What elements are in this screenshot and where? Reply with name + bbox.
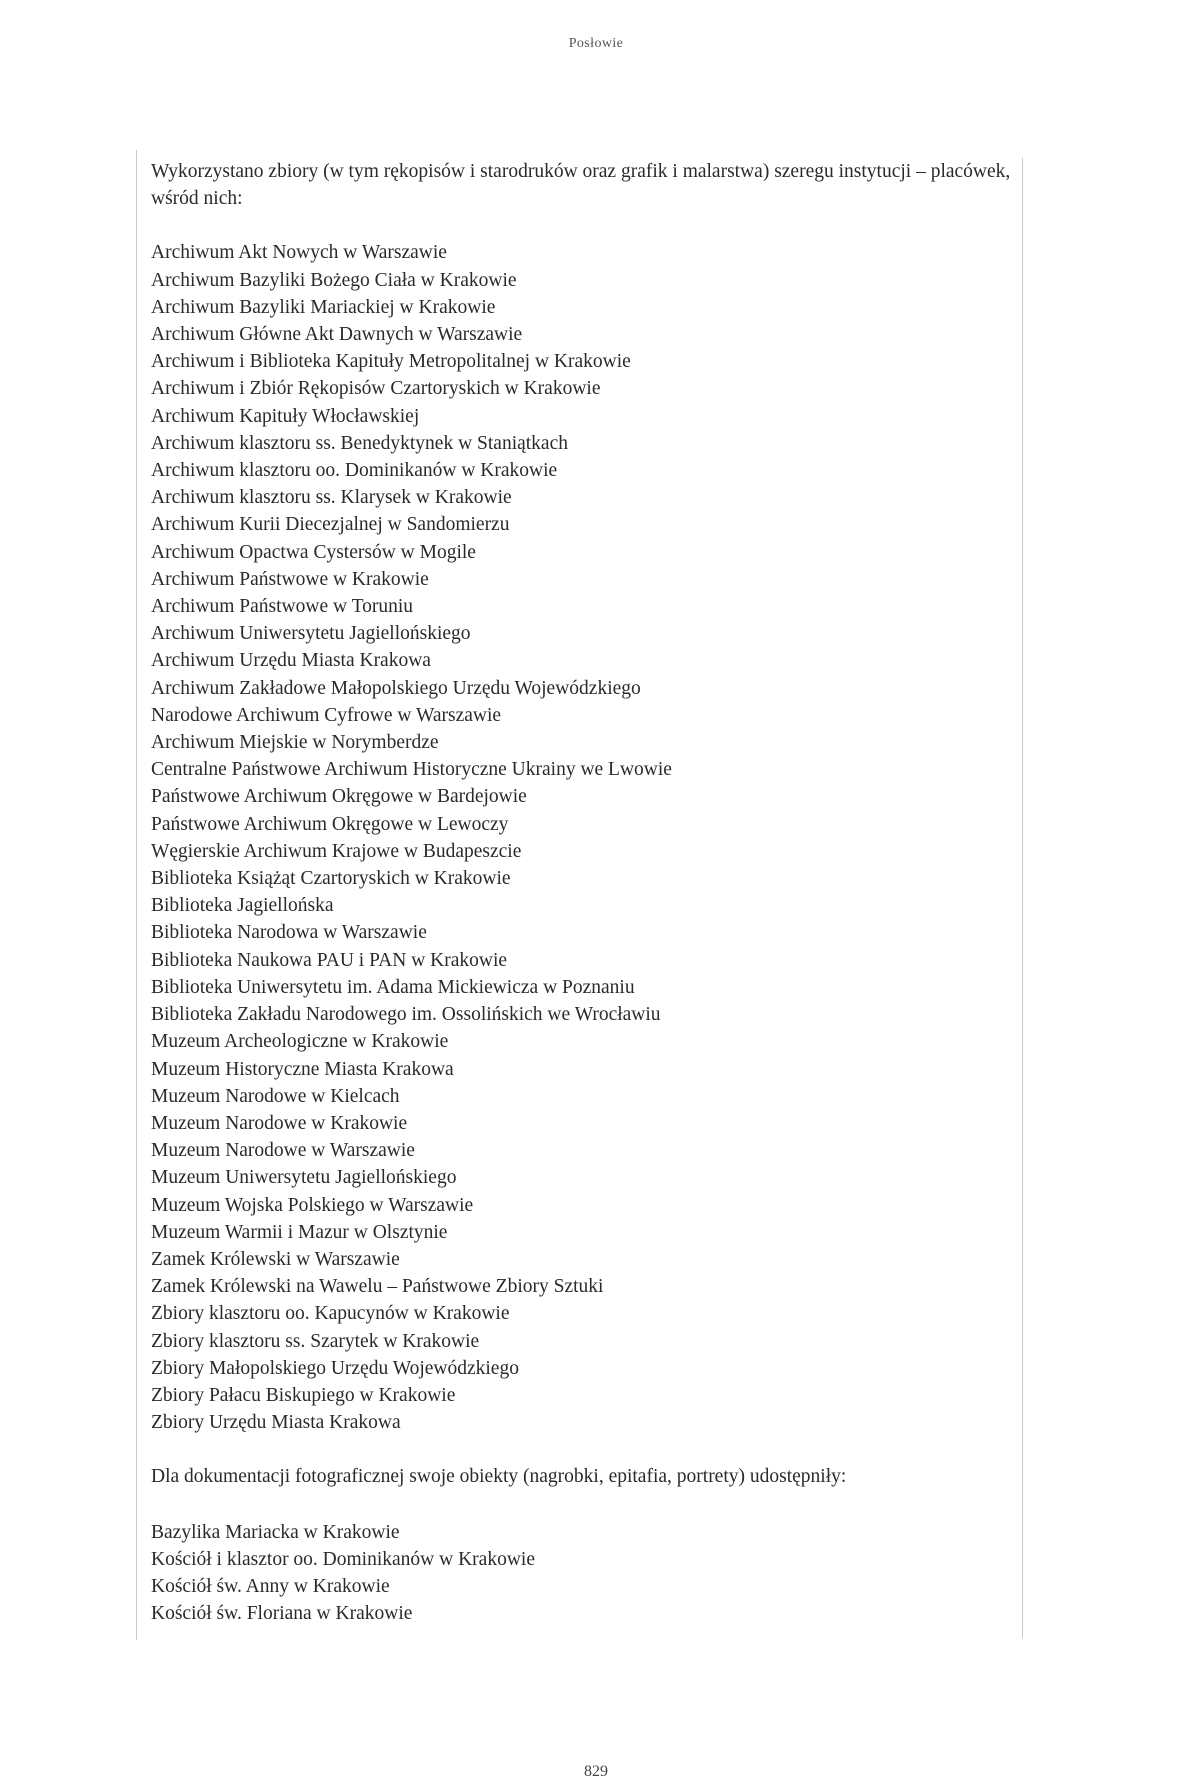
running-title: Posłowie [568, 36, 624, 51]
frame-rule-right [1022, 158, 1023, 1638]
list-item: Biblioteka Jagiellońska [151, 895, 334, 917]
list-item: Archiwum Akt Nowych w Warszawie [151, 242, 447, 264]
list-item: Archiwum Państwowe w Krakowie [151, 568, 429, 590]
list-item: Zbiory Małopolskiego Urzędu Wojewódzkiego [151, 1357, 519, 1379]
list-item: Muzeum Wojska Polskiego w Warszawie [151, 1194, 474, 1216]
list-item: Archiwum Kurii Diecezjalnej w Sandomierzu [151, 514, 510, 536]
list-item: Bazylika Mariacka w Krakowie [151, 1521, 400, 1543]
list-item: Kościół św. Anny w Krakowie [151, 1575, 390, 1597]
list-item: Centralne Państwowe Archiwum Historyczne Ukrainy we Lwowie [151, 759, 672, 781]
list-item: Zamek Królewski w Warszawie [151, 1248, 400, 1270]
section1-intro: Wykorzystano zbiory (w tym rękopisów i starodruków oraz grafik i malarstwa) szeregu instytucji – placówek, wśród nich: [151, 161, 1011, 210]
list-item: Zbiory Urzędu Miasta Krakowa [151, 1412, 401, 1434]
churches-list [151, 1519, 1011, 1628]
section2-intro: Dla dokumentacji fotograficznej swoje obiekty (nagrobki, epitafia, portrety) udostępniły: [151, 1466, 847, 1488]
list-item: Archiwum Bazyliki Mariackiej w Krakowie [151, 296, 496, 318]
list-item: Zbiory klasztoru ss. Szarytek w Krakowie [151, 1330, 480, 1352]
list-item: Muzeum Narodowe w Kielcach [151, 1085, 400, 1107]
list-item: Węgierskie Archiwum Krajowe w Budapeszcie [151, 840, 522, 862]
list-item: Muzeum Archeologiczne w Krakowie [151, 1031, 449, 1053]
list-item: Biblioteka Naukowa PAU i PAN w Krakowie [151, 949, 508, 971]
list-item: Kościół św. Floriana w Krakowie [151, 1603, 413, 1625]
list-item: Biblioteka Uniwersytetu im. Adama Mickiewicza w Poznaniu [151, 976, 635, 998]
list-item: Biblioteka Książąt Czartoryskich w Krakowie [151, 868, 511, 890]
list-item: Zbiory klasztoru oo. Kapucynów w Krakowie [151, 1303, 510, 1325]
list-item: Biblioteka Zakładu Narodowego im. Ossolińskich we Wrocławiu [151, 1004, 661, 1026]
list-item: Państwowe Archiwum Okręgowe w Bardejowie [151, 786, 527, 808]
list-item: Archiwum i Biblioteka Kapituły Metropolitalnej w Krakowie [151, 351, 631, 373]
list-item: Archiwum Opactwa Cystersów w Mogile [151, 541, 476, 563]
list-item: Muzeum Warmii i Mazur w Olsztynie [151, 1221, 448, 1243]
page-number: 829 [584, 1763, 608, 1780]
list-item: Archiwum klasztoru oo. Dominikanów w Krakowie [151, 460, 558, 482]
list-item: Kościół i klasztor oo. Dominikanów w Krakowie [151, 1548, 535, 1570]
frame-rule-left [136, 150, 137, 1640]
institutions-list [151, 239, 1011, 1436]
list-item: Archiwum klasztoru ss. Klarysek w Krakowie [151, 487, 512, 509]
list-item: Muzeum Narodowe w Krakowie [151, 1112, 408, 1134]
list-item: Zamek Królewski na Wawelu – Państwowe Zbiory Sztuki [151, 1276, 604, 1298]
list-item: Narodowe Archiwum Cyfrowe w Warszawie [151, 704, 502, 726]
list-item: Archiwum Główne Akt Dawnych w Warszawie [151, 324, 523, 346]
list-item: Muzeum Narodowe w Warszawie [151, 1140, 415, 1162]
list-item: Zbiory Pałacu Biskupiego w Krakowie [151, 1384, 456, 1406]
list-item: Archiwum Miejskie w Norymberdze [151, 732, 439, 754]
list-item: Muzeum Uniwersytetu Jagiellońskiego [151, 1167, 457, 1189]
main-text [151, 158, 1011, 1627]
list-item: Archiwum i Zbiór Rękopisów Czartoryskich w Krakowie [151, 378, 601, 400]
list-item: Państwowe Archiwum Okręgowe w Lewoczy [151, 813, 509, 835]
list-item: Archiwum Uniwersytetu Jagiellońskiego [151, 623, 471, 645]
list-item: Archiwum Państwowe w Toruniu [151, 596, 414, 618]
list-item: Muzeum Historyczne Miasta Krakowa [151, 1058, 454, 1080]
list-item: Archiwum Kapituły Włocławskiej [151, 405, 420, 427]
list-item: Archiwum Zakładowe Małopolskiego Urzędu Wojewódzkiego [151, 677, 641, 699]
list-item: Archiwum Bazyliki Bożego Ciała w Krakowie [151, 269, 517, 291]
list-item: Archiwum klasztoru ss. Benedyktynek w Staniątkach [151, 432, 568, 454]
list-item: Biblioteka Narodowa w Warszawie [151, 922, 427, 944]
list-item: Archiwum Urzędu Miasta Krakowa [151, 650, 431, 672]
